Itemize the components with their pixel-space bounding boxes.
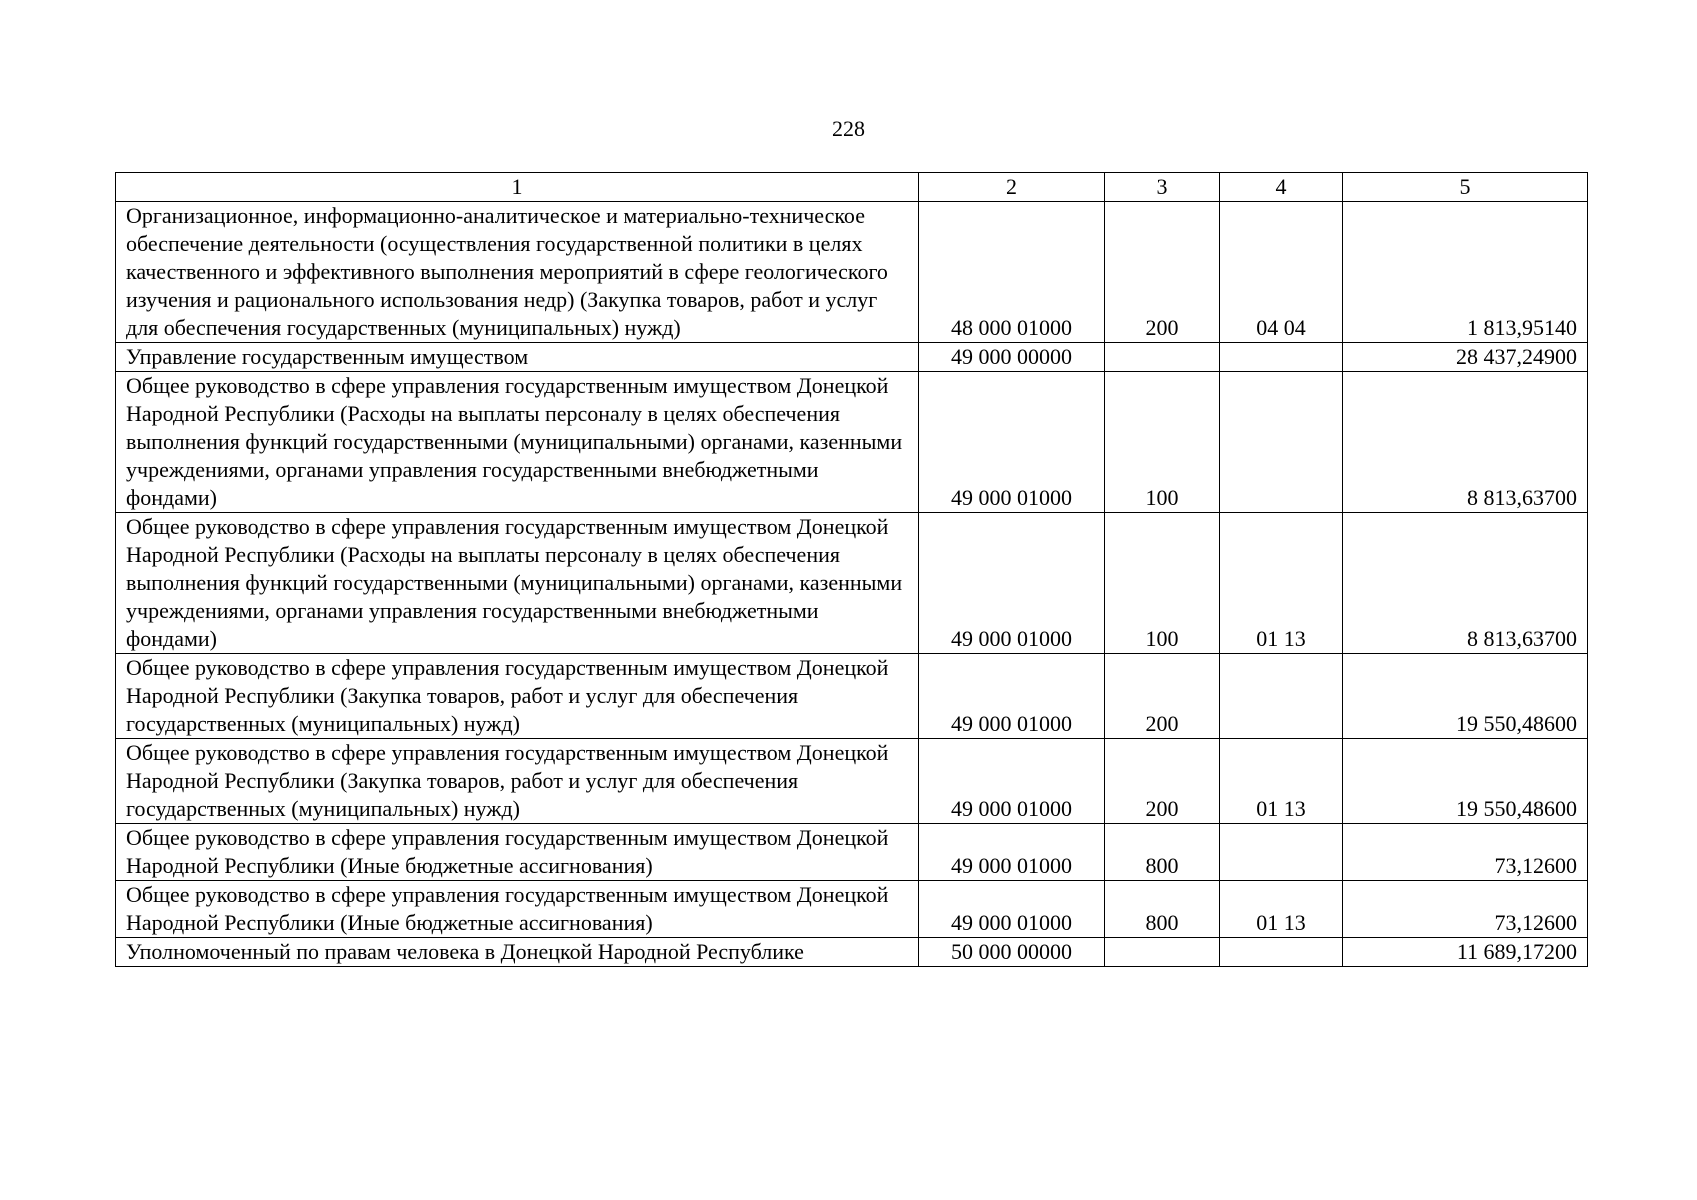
page-number: 228 (832, 116, 865, 141)
target-article-cell: 49 000 01000 (919, 881, 1105, 938)
section-subsection-cell: 04 04 (1220, 202, 1343, 343)
target-article-cell: 49 000 01000 (919, 513, 1105, 654)
item-name-cell: Управление государственным имуществом (116, 343, 919, 372)
expense-type-cell (1105, 938, 1220, 967)
expense-type-cell: 800 (1105, 881, 1220, 938)
amount-cell: 19 550,48600 (1343, 739, 1588, 824)
item-name-cell: Общее руководство в сфере управления государственным имуществом Донецкой Народной Республики (Закупка товаров, работ и услуг для обеспечения государственных (муниципальных) нужд) (116, 654, 919, 739)
item-name-cell: Общее руководство в сфере управления государственным имуществом Донецкой Народной Республики (Иные бюджетные ассигнования) (116, 824, 919, 881)
section-subsection-cell (1220, 824, 1343, 881)
target-article-cell: 49 000 01000 (919, 739, 1105, 824)
table-row (116, 824, 1588, 881)
expense-type-cell: 100 (1105, 372, 1220, 513)
item-name-cell: Уполномоченный по правам человека в Донецкой Народной Республике (116, 938, 919, 967)
target-article-cell: 50 000 00000 (919, 938, 1105, 967)
column-header-2: 2 (919, 173, 1105, 202)
expense-type-cell (1105, 343, 1220, 372)
amount-cell: 19 550,48600 (1343, 654, 1588, 739)
table-row (116, 881, 1588, 938)
table-header-row (116, 173, 1588, 202)
expense-type-cell: 800 (1105, 824, 1220, 881)
item-name-cell: Общее руководство в сфере управления государственным имуществом Донецкой Народной Республики (Закупка товаров, работ и услуг для обеспечения государственных (муниципальных) нужд) (116, 739, 919, 824)
section-subsection-cell (1220, 938, 1343, 967)
column-header-1: 1 (116, 173, 919, 202)
section-subsection-cell (1220, 343, 1343, 372)
expense-type-cell: 200 (1105, 202, 1220, 343)
amount-cell: 1 813,95140 (1343, 202, 1588, 343)
target-article-cell: 49 000 01000 (919, 372, 1105, 513)
table-row (116, 372, 1588, 513)
table-row (116, 654, 1588, 739)
table-row (116, 938, 1588, 967)
target-article-cell: 49 000 00000 (919, 343, 1105, 372)
section-subsection-cell: 01 13 (1220, 513, 1343, 654)
table-row (116, 343, 1588, 372)
section-subsection-cell (1220, 654, 1343, 739)
amount-cell: 28 437,24900 (1343, 343, 1588, 372)
amount-cell: 8 813,63700 (1343, 372, 1588, 513)
item-name-cell: Общее руководство в сфере управления государственным имуществом Донецкой Народной Республики (Иные бюджетные ассигнования) (116, 881, 919, 938)
section-subsection-cell: 01 13 (1220, 739, 1343, 824)
table-row (116, 513, 1588, 654)
section-subsection-cell: 01 13 (1220, 881, 1343, 938)
column-header-3: 3 (1105, 173, 1220, 202)
target-article-cell: 49 000 01000 (919, 824, 1105, 881)
target-article-cell: 48 000 01000 (919, 202, 1105, 343)
table-row (116, 202, 1588, 343)
expense-type-cell: 200 (1105, 654, 1220, 739)
amount-cell: 73,12600 (1343, 824, 1588, 881)
budget-table (115, 172, 1588, 967)
item-name-cell: Общее руководство в сфере управления государственным имуществом Донецкой Народной Республики (Расходы на выплаты персоналу в целях обеспечения выполнения функций государственными (муниципальными) органами, казенными учреждениями, органами управления государственными внебюджетными фондами) (116, 372, 919, 513)
column-header-4: 4 (1220, 173, 1343, 202)
item-name-cell: Общее руководство в сфере управления государственным имуществом Донецкой Народной Республики (Расходы на выплаты персоналу в целях обеспечения выполнения функций государственными (муниципальными) органами, казенными учреждениями, органами управления государственными внебюджетными фондами) (116, 513, 919, 654)
target-article-cell: 49 000 01000 (919, 654, 1105, 739)
item-name-cell: Организационное, информационно-аналитическое и материально-техническое обеспечение деятельности (осуществления государственной политики в целях качественного и эффективного выполнения мероприятий в сфере геологического изучения и рационального использования недр) (Закупка товаров, работ и услуг для обеспечения государственных (муниципальных) нужд) (116, 202, 919, 343)
expense-type-cell: 100 (1105, 513, 1220, 654)
section-subsection-cell (1220, 372, 1343, 513)
amount-cell: 11 689,17200 (1343, 938, 1588, 967)
amount-cell: 73,12600 (1343, 881, 1588, 938)
column-header-5: 5 (1343, 173, 1588, 202)
amount-cell: 8 813,63700 (1343, 513, 1588, 654)
expense-type-cell: 200 (1105, 739, 1220, 824)
table-row (116, 739, 1588, 824)
